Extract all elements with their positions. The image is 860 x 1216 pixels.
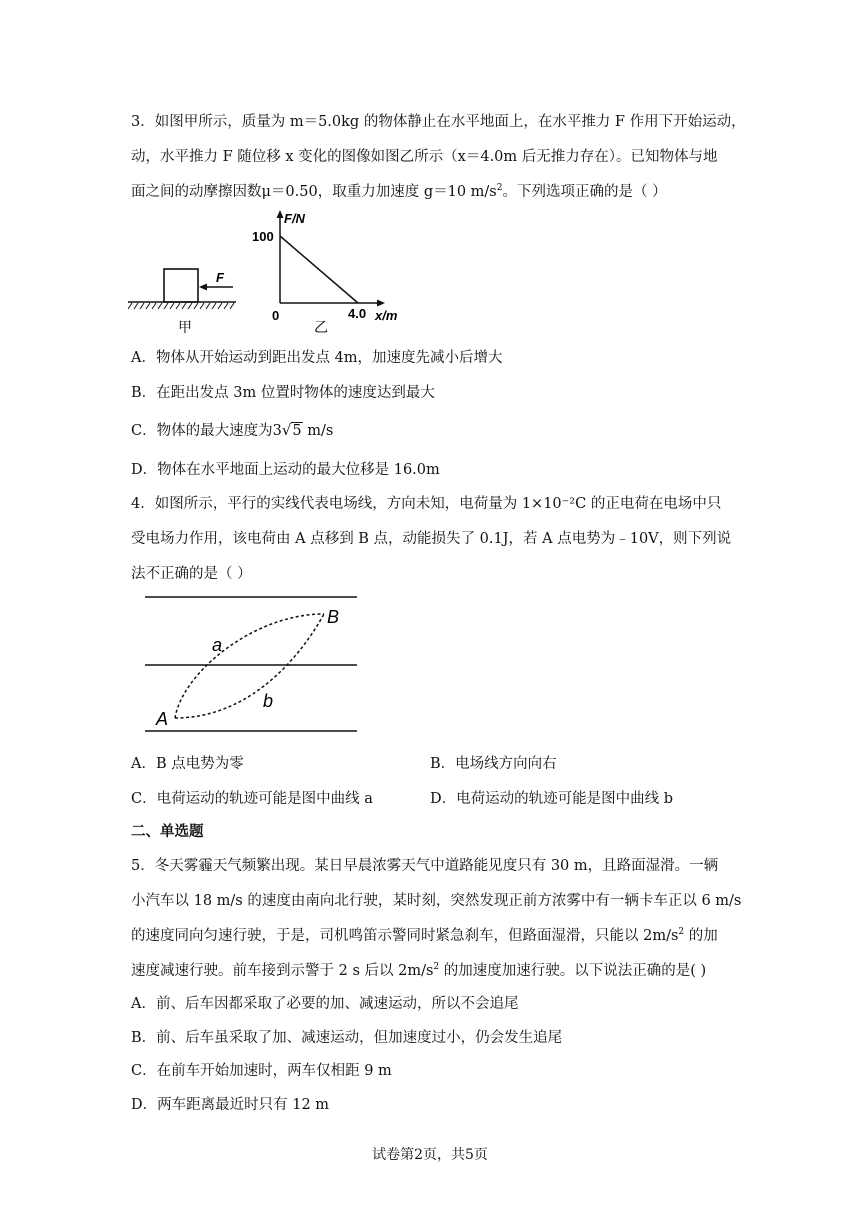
q4-line-1: 4．如图所示，平行的实线代表电场线，方向未知，电荷量为 1×10⁻²C 的正电荷在电场中只 bbox=[131, 496, 722, 512]
q3-figure-jia bbox=[128, 262, 243, 337]
section-heading: 二、单选题 bbox=[131, 823, 204, 840]
q3-option-c: C．物体的最大速度为3√5 m/s bbox=[131, 421, 334, 439]
q3-figure-yi bbox=[248, 206, 418, 334]
curve-b-label: b bbox=[263, 691, 274, 711]
figure-caption-yi: 乙 bbox=[314, 319, 328, 334]
q3-option-b: B．在距出发点 3m 位置时物体的速度达到最大 bbox=[131, 385, 435, 401]
q4-option-a: A．B 点电势为零 bbox=[131, 756, 244, 772]
y-axis-label: F/N bbox=[284, 211, 305, 226]
q5-line-4: 速度减速行驶。前车接到示警于 2 s 后以 $2m/s^2$ 的加速度加速行驶。以下说法正确的是( ) bbox=[131, 962, 707, 979]
x-axis-label: x/m bbox=[375, 308, 398, 323]
y-value-label: 100 bbox=[252, 229, 274, 244]
q5-line-1: 5．冬天雾霾天气频繁出现。某日早晨浓雾天气中道路能见度只有 30 m，且路面湿滑。一辆 bbox=[131, 858, 719, 874]
q3-option-a: A．物体从开始运动到距出发点 4m，加速度先减小后增大 bbox=[131, 350, 503, 366]
point-b-label: B bbox=[327, 607, 340, 627]
q3-line-1: 3．如图甲所示，质量为 m＝5.0kg 的物体静止在水平地面上，在水平推力 F 作用下开始运动， bbox=[131, 114, 746, 130]
q4-option-c: C．电荷运动的轨迹可能是图中曲线 a bbox=[131, 791, 373, 807]
q5-option-a: A．前、后车因都采取了必要的加、减速运动，所以不会追尾 bbox=[131, 996, 519, 1012]
point-a-label: A bbox=[156, 709, 169, 729]
figure-caption-jia: 甲 bbox=[178, 319, 192, 335]
q5-option-d: D．两车距离最近时只有 12 m bbox=[131, 1097, 330, 1113]
q4-line-3: 法不正确的是（ ） bbox=[131, 566, 252, 582]
q4-field-figure bbox=[142, 594, 362, 734]
q4-line-2: 受电场力作用，该电荷由 A 点移到 B 点，动能损失了 0.1J，若 A 点电势为﹣10V，则下列说 bbox=[131, 531, 732, 547]
q5-line-2: 小汽车以 18 m/s 的速度由南向北行驶，某时刻，突然发现正前方浓雾中有一辆卡车正以 6 m/s bbox=[131, 893, 742, 909]
q5-option-b: B．前、后车虽采取了加、减速运动，但加速度过小，仍会发生追尾 bbox=[131, 1030, 563, 1046]
q4-option-d: D．电荷运动的轨迹可能是图中曲线 b bbox=[430, 791, 674, 807]
origin-label: 0 bbox=[272, 308, 280, 323]
q3-option-d: D．物体在水平地面上运动的最大位移是 16.0m bbox=[131, 462, 440, 478]
force-label: F bbox=[216, 270, 224, 285]
x-value-label: 4.0 bbox=[348, 306, 367, 321]
q3-line-3: 面之间的动摩擦因数μ＝0.50，取重力加速度 g＝10 $m/s^2$。下列选项正确的是（ ） bbox=[131, 183, 667, 200]
curve-a-label: a bbox=[212, 635, 223, 655]
q5-option-c: C．在前车开始加速时，两车仅相距 9 m bbox=[131, 1063, 392, 1079]
q5-line-3: 的速度同向匀速行驶，于是，司机鸣笛示警同时紧急刹车，但路面湿滑，只能以 $2m/s^2$ 的加 bbox=[131, 927, 718, 944]
q4-option-b: B．电场线方向向右 bbox=[430, 756, 557, 772]
q3-line-2: 动，水平推力 F 随位移 x 变化的图像如图乙所示（x＝4.0m 后无推力存在）。已知物体与地 bbox=[131, 149, 718, 165]
page-footer: 试卷第2页，共5页 bbox=[372, 1147, 488, 1163]
